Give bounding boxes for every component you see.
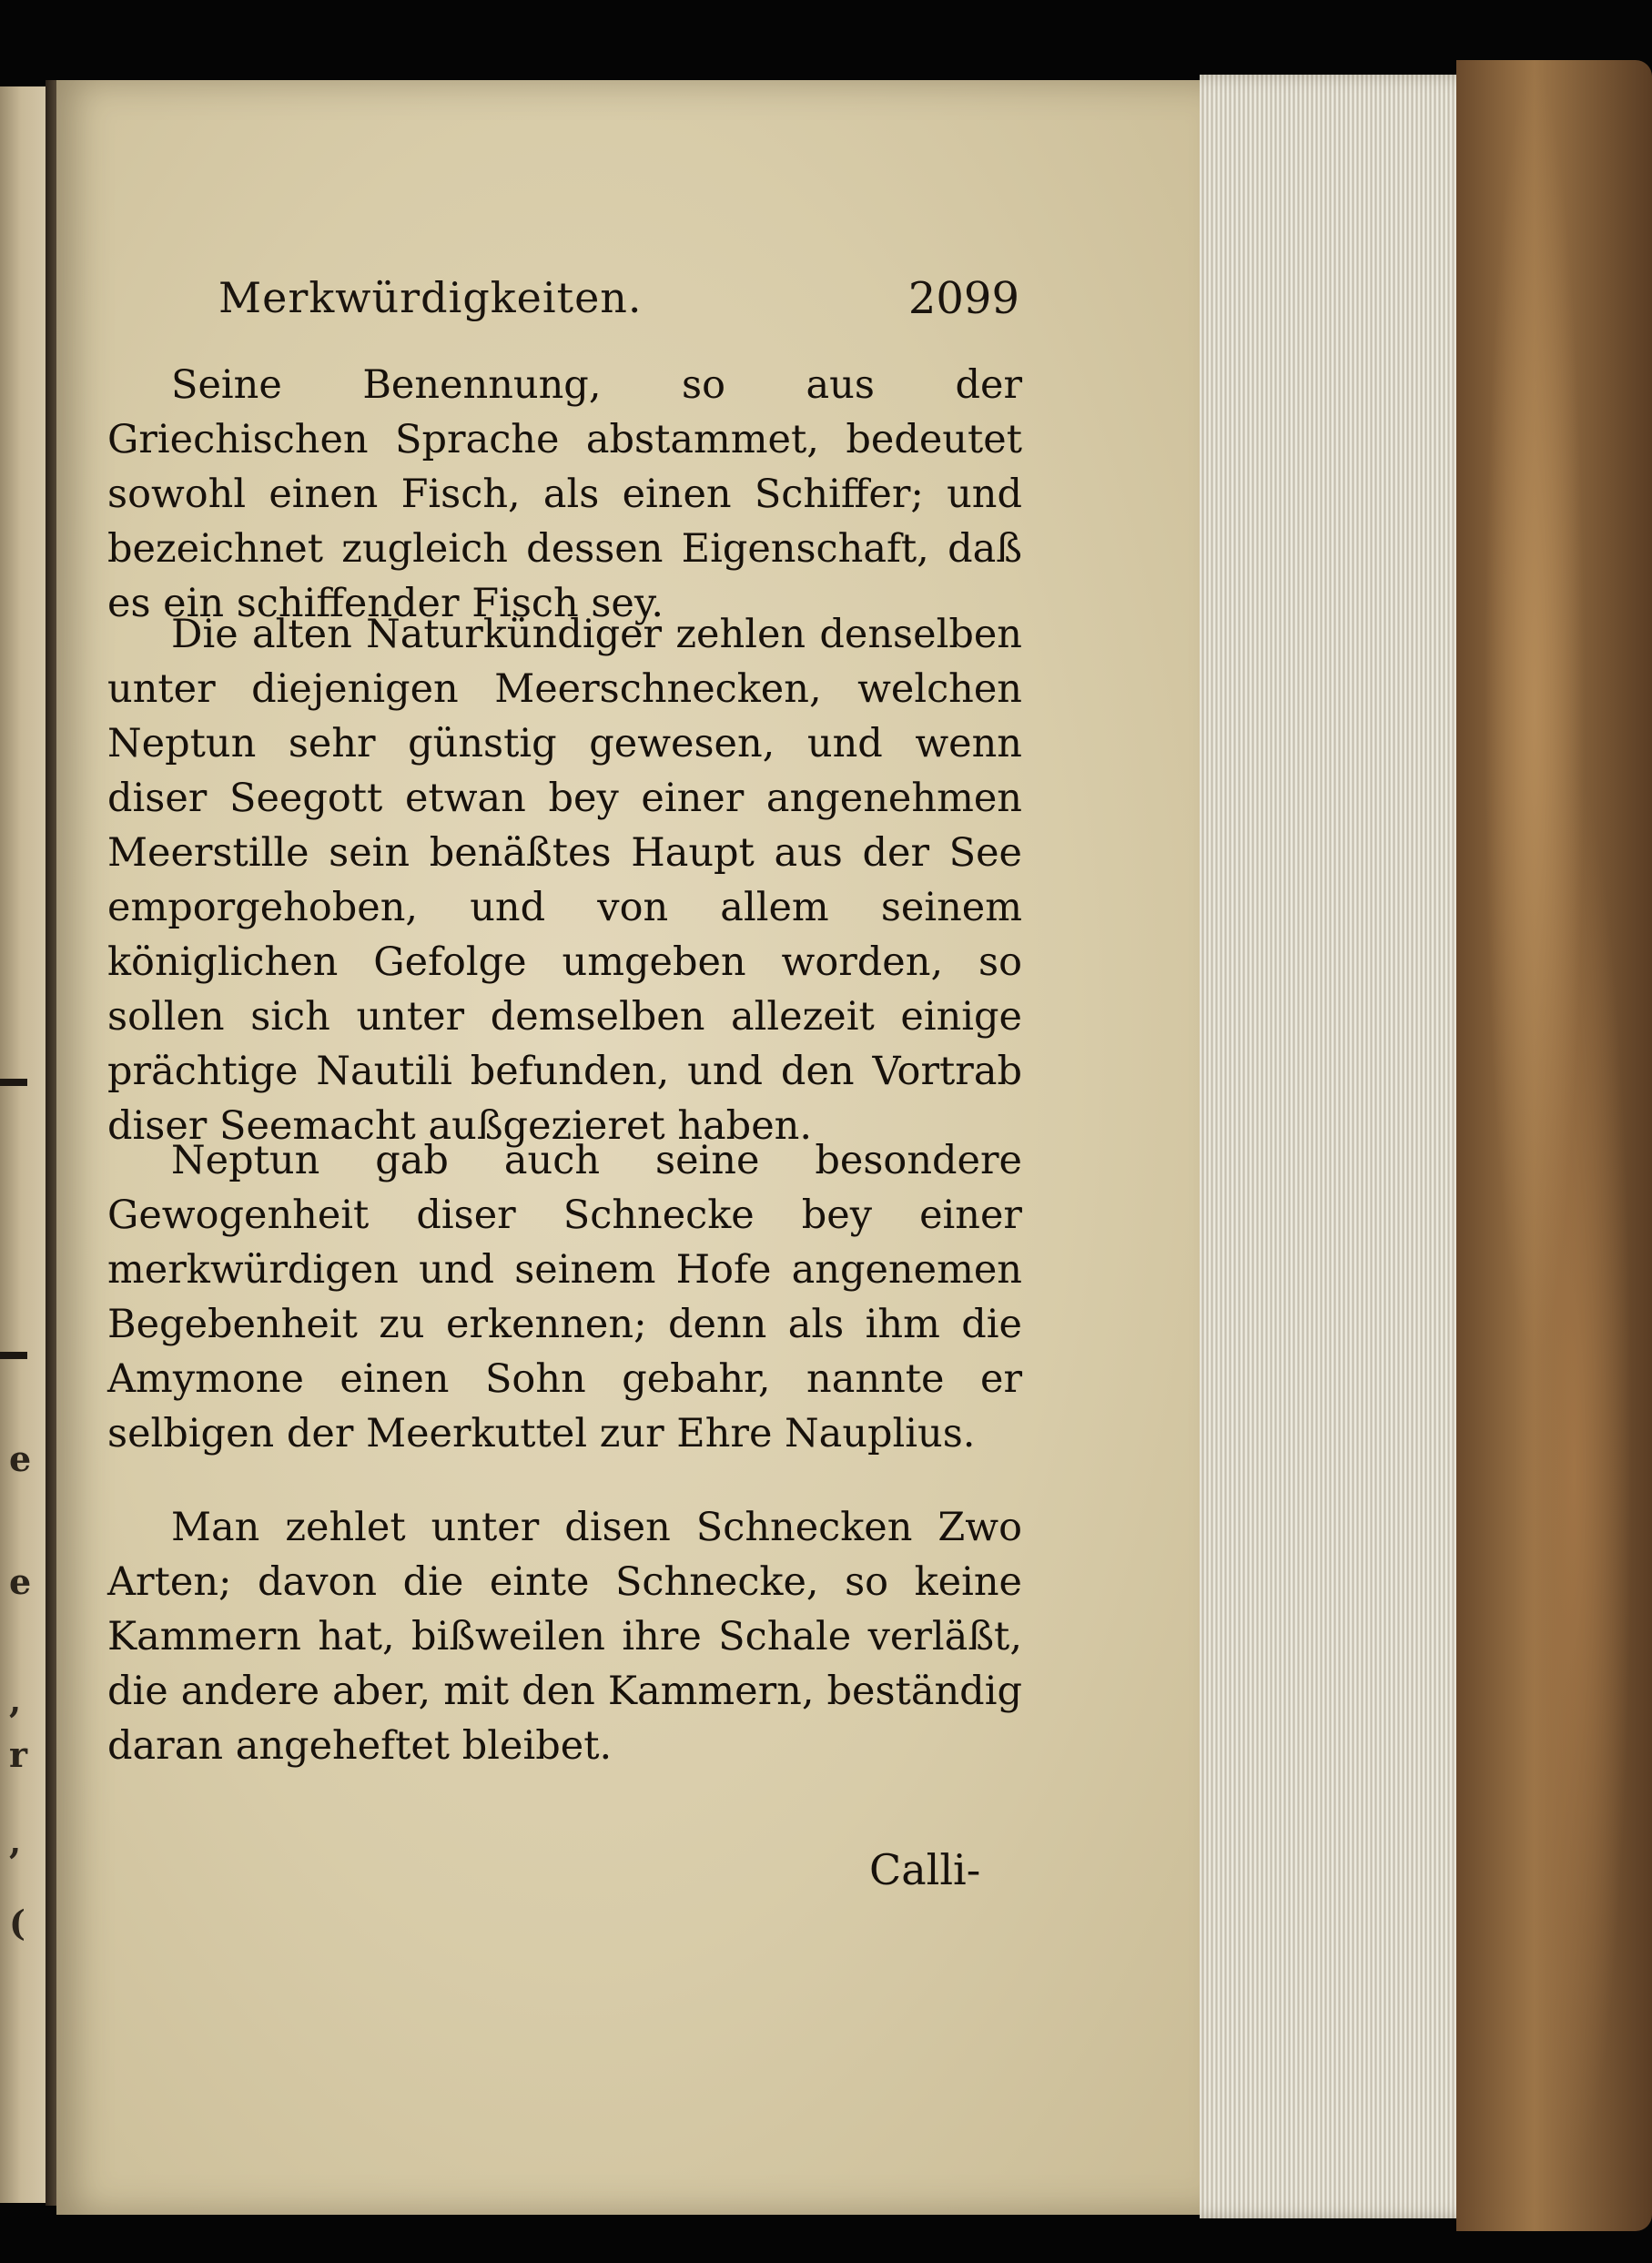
leather-cover: [1456, 60, 1652, 2231]
page-edges: [1200, 75, 1482, 2218]
paragraph: Die alten Naturkündiger zehlen denselben unter diejenigen Meerschnecken, welchen Neptun sehr günstig gewesen, und wenn diser Seegott etwan bey einer angenehmen Meerstille sein benäßtes Haupt aus der See emporgehoben, und von allem seinem königlichen Gefolge umgeben worden, so sollen sich unter demselben allezeit einige prächtige Nautili befunden, und den Vortrab diser Seemacht außgezieret haben.: [107, 612, 1022, 1149]
left-page-rule: [0, 1352, 27, 1359]
page-number: 2099: [907, 273, 1019, 324]
left-page-fragment: (: [9, 1903, 25, 1943]
left-page-fragment: ,: [9, 1821, 22, 1862]
left-page-fragment: e: [9, 1438, 32, 1479]
left-page-rule: [0, 1079, 27, 1086]
paragraph: Man zehlet unter disen Schnecken Zwo Arten; davon die einte Schnecke, so keine Kammern hat, bißweilen ihre Schale verläßt, die andere aber, mit den Kammern, beständig daran angeheftet bleibet.: [107, 1505, 1022, 1769]
paragraph: Neptun gab auch seine besondere Gewogenheit diser Schnecke bey einer merkwürdigen und seinem Hofe angenemen Begebenheit zu erkennen; denn als ihm die Amymone einen Sohn gebahr, nannte er selbigen der Meerkuttel zur Ehre Nauplius.: [107, 1138, 1022, 1456]
left-page-fragment: ,: [9, 1679, 22, 1720]
left-page-fragment: e: [9, 1561, 32, 1602]
running-head: Merkwürdigkeiten.: [218, 273, 643, 322]
paragraph: Seine Benennung, so aus der Griechischen Sprache abstammet, bedeutet sowohl einen Fisch, als einen Schiffer; und bezeichnet zugleich dessen Eigenschaft, daß es ein schiffender Fisch sey.: [107, 362, 1022, 626]
left-page-fragment: r: [9, 1734, 28, 1775]
catchword: Calli-: [869, 1845, 981, 1894]
page-header: [218, 273, 1019, 346]
